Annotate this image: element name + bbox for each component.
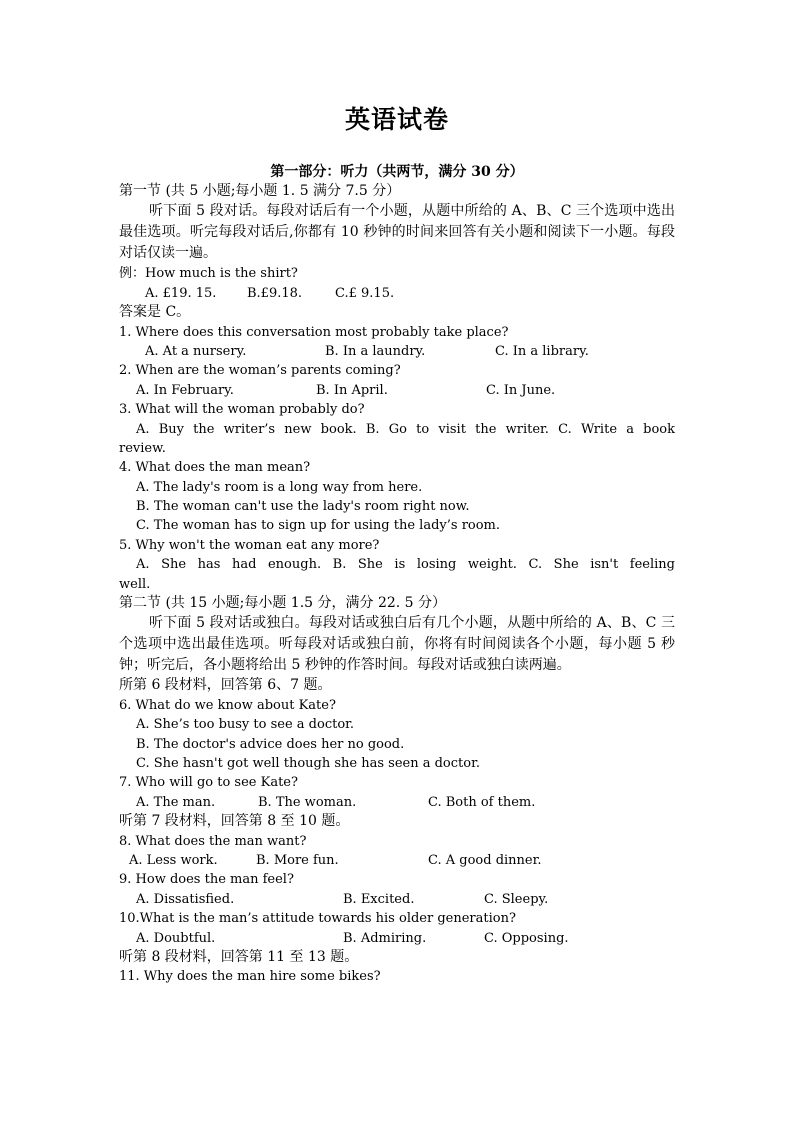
section1-instructions: 听下面 5 段对话。每段对话后有一个小题，从题中所给的 A、B、C 三个选项中选出最佳选项。听完每段对话后,你都有 10 秒钟的时间来回答有关小题和阅读下一小题。每段对话仅读一遍。 [119,203,675,262]
option-a: A. At a nursery. [145,343,247,359]
question-3-options: A. Buy the writer’s new book. B. Go to visit the writer. C. Write a book [136,421,675,437]
question-10: 10.What is the man’s attitude towards his older generation? [119,911,516,927]
question-10-options [119,929,675,948]
option-c: C. Opposing. [484,930,569,946]
question-2: 2. When are the woman’s parents coming? [119,363,401,379]
option-a: A. Dissatisfied. [136,891,235,907]
option-c: C. A good dinner. [428,852,542,868]
question-9-options [119,890,675,909]
option-a: A. She’s too busy to see a doctor. [136,717,355,733]
option-a: A. Less work. [129,852,218,868]
option-c: C. Sleepy. [484,891,549,907]
question-11: 11. Why does the man hire some bikes? [119,969,381,985]
section2-heading: 第二节 (共 15 小题;每小题 1.5 分，满分 22. 5 分） [119,595,447,612]
material-6-note: 所第 6 段材料，回答第 6、7 题。 [119,677,332,694]
option-b: B. The woman. [258,794,357,810]
option-c: C. In June. [486,382,556,398]
question-6: 6. What do we know about Kate? [119,697,336,713]
question-5-options-cont: well. [119,576,151,592]
option-a: A. The lady's room is a long way from here. [136,479,423,495]
material-7-note: 听第 7 段材料，回答第 8 至 10 题。 [119,813,350,830]
option-b: B. The doctor's advice does her no good. [136,736,405,752]
option-c: C. She hasn't got well though she has seen a doctor. [136,756,480,772]
example-option-c: C.£ 9.15. [335,285,395,301]
option-a: A. Doubtful. [136,930,216,946]
section2-instructions: 听下面 5 段对话或独白。每段对话或独白后有几个小题，从题中所给的 A、B、C 三个选项中选出最佳选项。听每段对话或独白前，你将有时间阅读各个小题，每小题 5 秒钟；听完后，各小题将给出 5 秒钟的作答时间。每段对话或独白读两遍。 [119,615,675,674]
question-2-options [119,381,675,400]
option-b: B. Admiring. [343,930,427,946]
question-1: 1. Where does this conversation most probably take place? [119,324,509,340]
example-option-b: B.£9.18. [247,285,303,301]
option-a: A. The man. [136,794,216,810]
question-4: 4. What does the man mean? [119,460,311,476]
option-b: B. In a laundry. [325,343,426,359]
option-b: B. In April. [316,382,388,398]
question-3-options-cont: review. [119,440,166,456]
question-1-options [119,342,675,361]
option-c: C. Both of them. [428,794,536,810]
example-question: 例：How much is the shirt? [119,266,298,282]
option-b: B. Excited. [343,891,415,907]
option-a: A. In February. [136,382,234,398]
example-answer: 答案是 C。 [119,304,191,321]
page-title: 英语试卷 [344,105,449,134]
example-option-a: A. £19. 15. [145,285,217,301]
section1-heading: 第一节 (共 5 小题;每小题 1. 5 满分 7.5 分） [119,183,401,199]
example-options [119,284,675,303]
question-5: 5. Why won't the woman eat any more? [119,537,380,553]
question-3: 3. What will the woman probably do? [119,402,365,418]
question-9: 9. How does the man feel? [119,872,294,888]
exam-page [119,100,675,987]
question-8-options [119,851,675,870]
option-b: B. More fun. [256,852,339,868]
material-8-note: 听第 8 段材料，回答第 11 至 13 题。 [119,948,359,965]
question-5-options: A. She has had enough. B. She is losing weight. C. She isn't feeling [136,557,675,573]
part1-heading: 第一部分：听力（共两节，满分 30 分） [270,164,524,180]
question-7: 7. Who will go to see Kate? [119,775,298,791]
question-7-options [119,793,675,812]
option-c: C. In a library. [495,343,589,359]
option-b: B. The woman can't use the lady's room right now. [136,499,470,515]
question-8: 8. What does the man want? [119,833,307,849]
option-c: C. The woman has to sign up for using the lady’s room. [136,518,501,534]
